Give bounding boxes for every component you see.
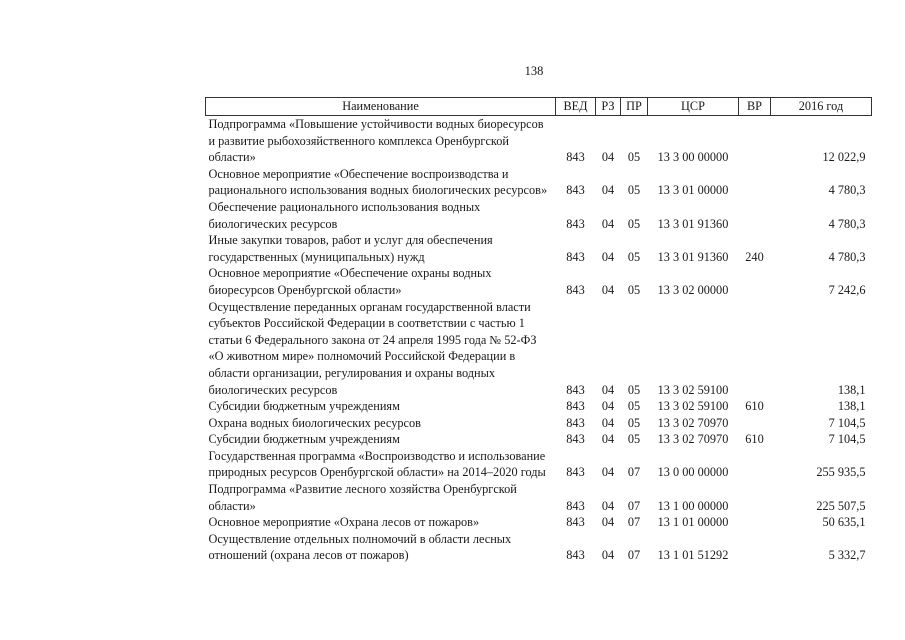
row-vr	[739, 448, 771, 481]
row-rz: 04	[601, 382, 615, 397]
table-row	[206, 116, 872, 166]
table-row	[206, 232, 872, 265]
row-ved: 843	[566, 282, 585, 297]
row-pr: 05	[627, 282, 641, 297]
row-ved: 843	[566, 415, 585, 430]
row-rz: 04	[601, 465, 615, 480]
budget-table-container	[205, 97, 871, 564]
header-ved: ВЕД	[556, 98, 596, 116]
row-vr	[739, 415, 771, 432]
row-csr: 13 3 02 70970	[657, 432, 729, 447]
row-vr: 610	[745, 432, 764, 447]
row-sum: 50 635,1	[822, 515, 866, 530]
header-pr: ПР	[621, 98, 648, 116]
row-vr	[739, 199, 771, 232]
row-rz: 04	[601, 183, 615, 198]
row-csr: 13 3 02 59100	[657, 399, 729, 414]
row-name: Субсидии бюджетным учреждениям	[208, 399, 400, 414]
row-name: Государственная программа «Воспроизводство и использование природных ресурсов Оренбургской области» на 2014–2020 годы	[208, 448, 546, 480]
row-name: Обеспечение рационального использования водных биологических ресурсов	[208, 199, 481, 231]
row-pr: 07	[627, 548, 641, 563]
row-rz: 04	[601, 432, 615, 447]
table-row	[206, 166, 872, 199]
table-row	[206, 431, 872, 448]
row-sum: 255 935,5	[816, 465, 866, 480]
table-body	[206, 116, 872, 565]
header-year: 2016 год	[771, 98, 872, 116]
budget-table	[205, 97, 872, 564]
row-csr: 13 0 00 00000	[657, 465, 729, 480]
row-name: Осуществление переданных органам государственной власти субъектов Российской Федерации в соответствии с частью 1 статьи 6 Федерального закона от 24 апреля 1995 года № 52-ФЗ «О животном мире» полномочий Российской Федерации в области организации, регулирования и охраны водных биологических ресурсов	[208, 299, 537, 397]
row-name: Субсидии бюджетным учреждениям	[208, 432, 400, 447]
table-row	[206, 514, 872, 531]
row-ved: 843	[566, 515, 585, 530]
row-ved: 843	[566, 216, 585, 231]
row-sum: 138,1	[837, 382, 866, 397]
row-rz: 04	[601, 150, 615, 165]
row-csr: 13 3 01 91360	[657, 249, 729, 264]
row-csr: 13 3 02 70970	[657, 415, 729, 430]
table-row	[206, 448, 872, 481]
row-pr: 07	[627, 465, 641, 480]
row-pr: 05	[627, 382, 641, 397]
row-sum: 138,1	[837, 399, 866, 414]
row-ved: 843	[566, 399, 585, 414]
row-ved: 843	[566, 432, 585, 447]
row-name: Основное мероприятие «Охрана лесов от пожаров»	[208, 515, 480, 530]
row-csr: 13 3 02 00000	[657, 282, 729, 297]
table-header	[206, 98, 872, 116]
row-pr: 05	[627, 415, 641, 430]
header-vr: ВР	[739, 98, 771, 116]
row-vr	[739, 265, 771, 298]
row-rz: 04	[601, 399, 615, 414]
table-row	[206, 415, 872, 432]
row-sum: 7 242,6	[828, 282, 866, 297]
row-ved: 843	[566, 465, 585, 480]
row-pr: 05	[627, 183, 641, 198]
row-vr	[739, 531, 771, 564]
row-ved: 843	[566, 548, 585, 563]
table-row	[206, 398, 872, 415]
row-ved: 843	[566, 150, 585, 165]
row-sum: 225 507,5	[816, 498, 866, 513]
row-sum: 4 780,3	[828, 249, 866, 264]
row-pr: 05	[627, 249, 641, 264]
row-name: Осуществление отдельных полномочий в области лесных отношений (охрана лесов от пожаров)	[208, 531, 512, 563]
row-pr: 05	[627, 399, 641, 414]
row-sum: 4 780,3	[828, 183, 866, 198]
row-vr: 240	[745, 249, 764, 264]
row-vr	[739, 116, 771, 166]
row-rz: 04	[601, 282, 615, 297]
row-rz: 04	[601, 415, 615, 430]
row-pr: 05	[627, 150, 641, 165]
row-rz: 04	[601, 515, 615, 530]
row-pr: 07	[627, 498, 641, 513]
header-csr: ЦСР	[648, 98, 739, 116]
row-name: Иные закупки товаров, работ и услуг для обеспечения государственных (муниципальных) нужд	[208, 233, 493, 264]
row-csr: 13 3 00 00000	[657, 150, 729, 165]
table-row	[206, 199, 872, 232]
row-sum: 5 332,7	[828, 548, 866, 563]
row-name: Подпрограмма «Повышение устойчивости водных биоресурсов и развитие рыбохозяйственного комплекса Оренбургской области»	[208, 117, 544, 165]
row-name: Подпрограмма «Развитие лесного хозяйства Оренбургской области»	[208, 482, 517, 513]
table-header-row	[206, 98, 872, 116]
row-csr: 13 1 00 00000	[657, 498, 729, 513]
row-pr: 05	[627, 432, 641, 447]
row-sum: 7 104,5	[828, 432, 866, 447]
row-csr: 13 1 01 51292	[657, 548, 729, 563]
row-ved: 843	[566, 183, 585, 198]
row-ved: 843	[566, 382, 585, 397]
row-name: Основное мероприятие «Обеспечение охраны водных биоресурсов Оренбургской области»	[208, 266, 492, 297]
header-name: Наименование	[206, 98, 556, 116]
table-row	[206, 481, 872, 514]
row-name: Основное мероприятие «Обеспечение воспроизводства и рационального использования водных биологических ресурсов»	[208, 166, 548, 198]
row-vr	[739, 481, 771, 514]
row-csr: 13 3 02 59100	[657, 382, 729, 397]
table-row	[206, 531, 872, 564]
row-sum: 12 022,9	[822, 150, 866, 165]
row-sum: 4 780,3	[828, 216, 866, 231]
row-rz: 04	[601, 249, 615, 264]
row-rz: 04	[601, 548, 615, 563]
row-name: Охрана водных биологических ресурсов	[208, 415, 421, 430]
row-vr	[739, 514, 771, 531]
table-row	[206, 299, 872, 399]
row-csr: 13 3 01 00000	[657, 183, 729, 198]
row-pr: 05	[627, 216, 641, 231]
row-rz: 04	[601, 498, 615, 513]
row-csr: 13 3 01 91360	[657, 216, 729, 231]
row-sum: 7 104,5	[828, 415, 866, 430]
table-row	[206, 265, 872, 298]
row-pr: 07	[627, 515, 641, 530]
row-vr: 610	[745, 399, 764, 414]
page-number: 138	[524, 64, 544, 78]
row-rz: 04	[601, 216, 615, 231]
row-ved: 843	[566, 498, 585, 513]
header-rz: РЗ	[596, 98, 621, 116]
row-ved: 843	[566, 249, 585, 264]
row-csr: 13 1 01 00000	[657, 515, 729, 530]
row-vr	[739, 166, 771, 199]
row-vr	[739, 299, 771, 399]
